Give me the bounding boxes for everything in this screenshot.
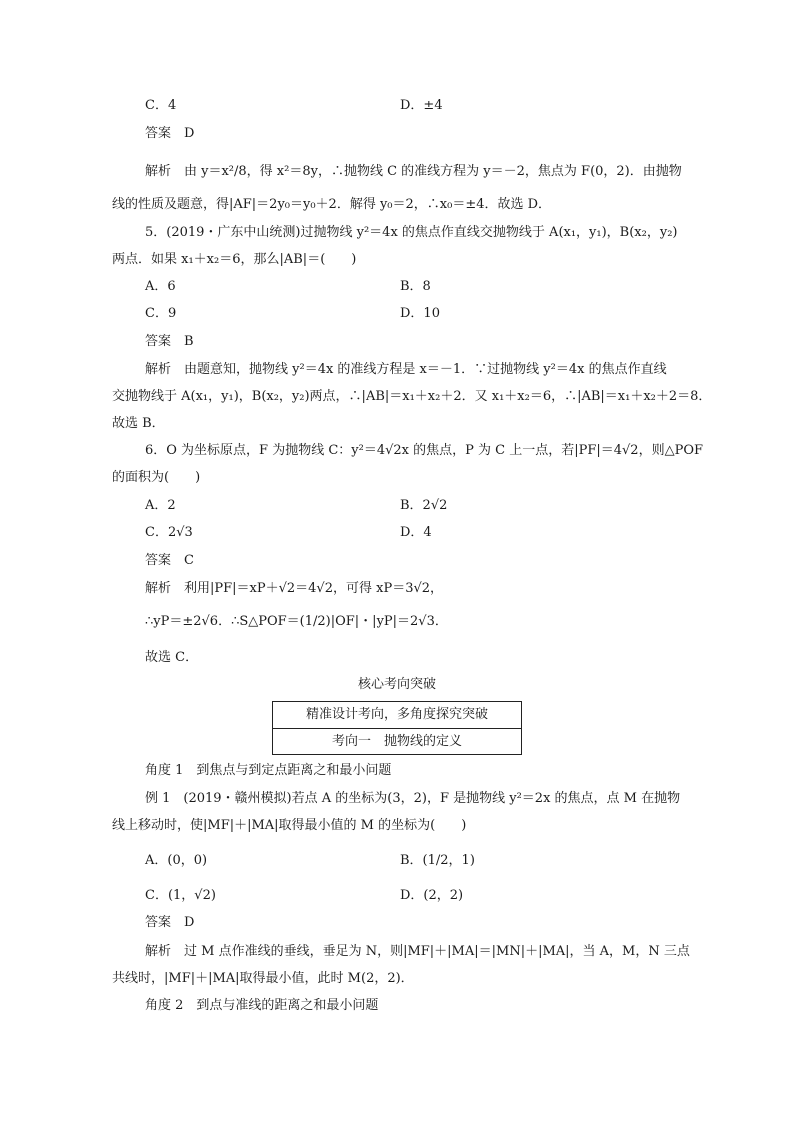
topic-box-subtitle: 精准设计考向，多角度探究突破 [305, 707, 488, 722]
text-line: ∴yP＝±2√6．∴S△POF＝(1/2)|OF|・|yP|＝2√3． [145, 614, 448, 629]
text-line: 角度 1 到焦点与到定点距离之和最小问题 [145, 763, 392, 778]
answer-option: D．(2，2) [400, 888, 464, 903]
text-line: 角度 2 到点与准线的距离之和最小问题 [145, 998, 379, 1013]
text-line: A．6 [145, 279, 176, 294]
text-line: 解析 过 M 点作准线的垂线，垂足为 N，则|MF|＋|MA|＝|MN|＋|MA|，当 A，M，N 三点 [145, 944, 690, 959]
text-line: C．4 [145, 98, 177, 113]
text-line: 6．O 为坐标原点，F 为抛物线 C：y²＝4√2x 的焦点，P 为 C 上一点，若|PF|＝4√2，则△POF [145, 443, 704, 458]
text-line: 共线时，|MF|＋|MA|取得最小值，此时 M(2，2)． [112, 971, 414, 986]
answer-option: D．10 [400, 306, 440, 321]
topic-box [272, 701, 522, 755]
text-line: 答案 C [145, 553, 194, 568]
text-line: 例 1 (2019・赣州模拟)若点 A 的坐标为(3，2)，F 是抛物线 y²＝2x 的焦点，点 M 在抛物 [145, 791, 681, 806]
topic-box-title: 考向一 抛物线的定义 [273, 728, 521, 755]
text-line: 两点．如果 x₁＋x₂＝6，那么|AB|＝( ) [112, 252, 357, 267]
text-line: 解析 由题意知，抛物线 y²＝4x 的准线方程是 x＝－1．∵过抛物线 y²＝4x 的焦点作直线 [145, 362, 667, 377]
text-line: 线上移动时，使|MF|＋|MA|取得最小值的 M 的坐标为( ) [112, 818, 467, 833]
text-line: 线的性质及题意，得|AF|＝2y₀＝y₀＋2．解得 y₀＝2，∴x₀＝±4．故选 D． [112, 197, 552, 212]
text-line: 解析 利用|PF|＝xP＋√2＝4√2，可得 xP＝3√2， [145, 581, 444, 596]
text-line: 故选 C． [145, 650, 199, 665]
text-line: A．(0，0) [145, 853, 208, 868]
answer-option: B．2√2 [400, 498, 448, 513]
text-line: 故选 B． [112, 416, 165, 431]
text-line: 5．(2019・广东中山统测)过抛物线 y²＝4x 的焦点作直线交抛物线于 A(x₁，y₁)，B(x₂，y₂) [145, 225, 678, 240]
answer-option: B．8 [400, 279, 431, 294]
answer-option: D．4 [400, 525, 432, 540]
answer-option: D．±4 [400, 98, 443, 113]
text-line: C．9 [145, 306, 177, 321]
text-line: A．2 [145, 498, 176, 513]
text-line: C．2√3 [145, 525, 193, 540]
text-line: 交抛物线于 A(x₁，y₁)，B(x₂，y₂)两点，∴|AB|＝x₁＋x₂＋2．又 x₁＋x₂＝6，∴|AB|＝x₁＋x₂＋2＝8． [112, 389, 712, 404]
text-line: 答案 B [145, 334, 194, 349]
text-line: 解析 由 y＝x²/8，得 x²＝8y，∴抛物线 C 的准线方程为 y＝－2，焦点为 F(0，2)．由抛物 [145, 164, 682, 179]
text-line: 答案 D [145, 915, 195, 930]
text-line: 答案 D [145, 126, 195, 141]
section-heading: 核心考向突破 [357, 677, 436, 692]
answer-option: B．(1/2，1) [400, 853, 475, 868]
text-line: C．(1，√2) [145, 888, 216, 903]
text-line: 的面积为( ) [112, 470, 201, 485]
